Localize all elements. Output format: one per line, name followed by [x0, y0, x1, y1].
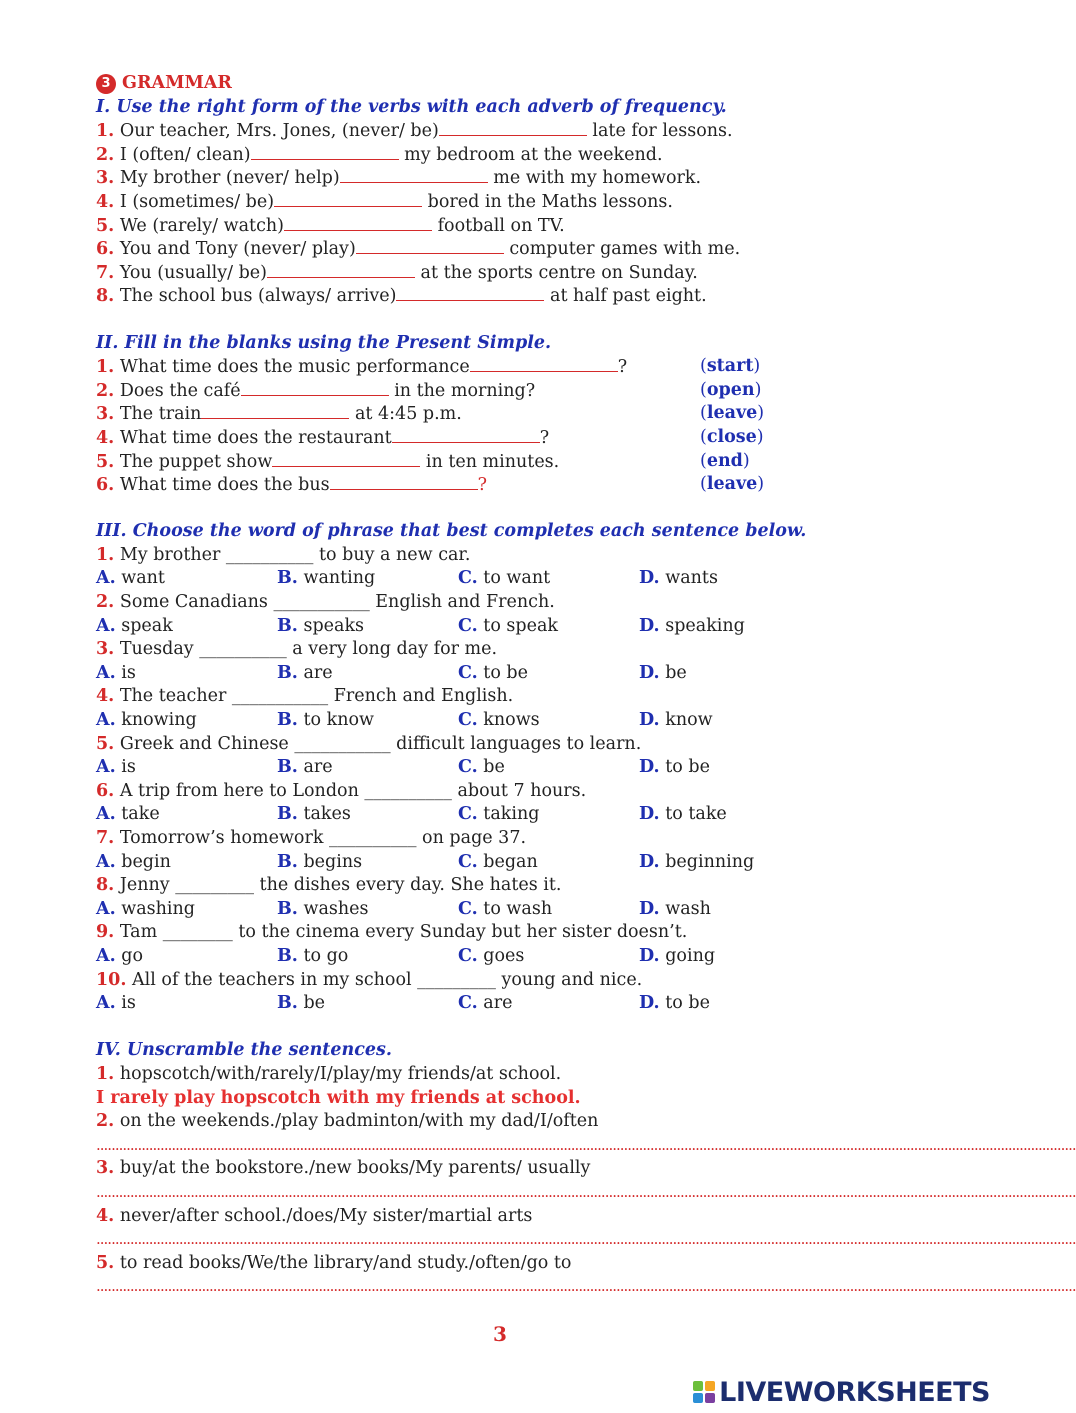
- option-text: washes: [303, 898, 369, 919]
- option-letter: D.: [639, 615, 660, 636]
- option-letter: B.: [277, 804, 298, 825]
- answer-options: [96, 898, 896, 922]
- answer-blank[interactable]: [439, 119, 587, 136]
- option-text: go: [121, 945, 143, 966]
- answer-option[interactable]: [458, 945, 639, 969]
- option-text: going: [665, 945, 716, 966]
- answer-option[interactable]: [96, 945, 277, 969]
- option-letter: B.: [277, 757, 298, 778]
- unscramble-item: [96, 1252, 896, 1276]
- answer-options: [96, 615, 896, 639]
- verb-hint: [700, 473, 764, 497]
- option-text: are: [303, 662, 333, 683]
- item-prompt: We (rarely/ watch): [119, 215, 284, 236]
- item-number: 1.: [96, 1063, 115, 1084]
- option-letter: A.: [96, 757, 116, 778]
- answer-dotted-line[interactable]: ....................................................................................................................................................................................................................................................................: [96, 1277, 1076, 1296]
- option-text: to be: [483, 662, 528, 683]
- option-letter: D.: [639, 804, 660, 825]
- exercise-1-item: [96, 261, 896, 285]
- unscramble-item: [96, 1063, 896, 1087]
- answer-blank[interactable]: [396, 284, 544, 301]
- item-prompt: My brother (never/ help): [119, 168, 340, 189]
- section-2-title: II. Fill in the blanks using the Present Simple.: [96, 332, 552, 353]
- answer-option[interactable]: [639, 851, 820, 875]
- option-text: wants: [665, 568, 718, 589]
- option-text: beginning: [665, 851, 755, 872]
- option-letter: C.: [458, 615, 478, 636]
- option-letter: B.: [277, 993, 298, 1014]
- answer-option[interactable]: [639, 662, 820, 686]
- option-letter: C.: [458, 568, 478, 589]
- hint-paren-open: (: [700, 450, 707, 471]
- option-letter: D.: [639, 945, 660, 966]
- item-number: 2.: [96, 144, 115, 165]
- question-text: Tam ________ to the cinema every Sunday but her sister doesn’t.: [119, 922, 688, 943]
- item-prompt: Does the café: [119, 380, 241, 401]
- hint-paren-open: (: [700, 379, 707, 400]
- hint-paren-close: ): [754, 379, 762, 400]
- answer-option[interactable]: [96, 803, 277, 827]
- item-number: 4.: [96, 1205, 115, 1226]
- answer-option[interactable]: [96, 615, 277, 639]
- hint-paren-close: ): [756, 426, 764, 447]
- hint-paren-close: ): [742, 450, 750, 471]
- answer-options: [96, 945, 896, 969]
- scrambled-words: on the weekends./play badminton/with my dad/I/often: [119, 1111, 599, 1132]
- grammar-header: [96, 72, 896, 96]
- question-line: [96, 638, 896, 662]
- option-text: to speak: [483, 615, 559, 636]
- question-text: Greek and Chinese ___________ difficult languages to learn.: [119, 733, 642, 754]
- item-prompt: Our teacher, Mrs. Jones, (never/ be): [119, 121, 439, 142]
- answer-options: [96, 709, 896, 733]
- answer-option[interactable]: [277, 898, 458, 922]
- item-number: 3.: [96, 404, 115, 425]
- hint-paren-close: ): [757, 403, 765, 424]
- option-letter: C.: [458, 993, 478, 1014]
- option-letter: D.: [639, 662, 660, 683]
- example-answer: I rarely play hopscotch with my friends at school.: [96, 1087, 581, 1108]
- option-text: know: [665, 710, 713, 731]
- item-number: 8.: [96, 286, 115, 307]
- question-text: A trip from here to London __________ about 7 hours.: [119, 780, 587, 801]
- option-letter: C.: [458, 757, 478, 778]
- answer-blank[interactable]: [241, 379, 389, 396]
- answer-option[interactable]: [639, 992, 820, 1016]
- item-prompt: What time does the bus: [119, 475, 330, 496]
- item-continuation: me with my homework.: [493, 168, 702, 189]
- answer-blank[interactable]: [330, 473, 478, 490]
- option-text: to be: [665, 757, 710, 778]
- item-number: 2.: [96, 380, 115, 401]
- question-text: Some Canadians ___________ English and French.: [119, 592, 555, 613]
- item-number: 6.: [96, 239, 115, 260]
- option-text: to be: [665, 993, 710, 1014]
- question-number: 1.: [96, 544, 115, 565]
- exercise-1-item: [96, 284, 896, 308]
- option-letter: A.: [96, 710, 116, 731]
- option-text: be: [665, 662, 687, 683]
- item-continuation: in the morning?: [394, 380, 536, 401]
- item-continuation: football on TV.: [437, 215, 565, 236]
- item-prompt: What time does the restaurant: [119, 427, 392, 448]
- option-text: is: [121, 757, 136, 778]
- item-continuation: in ten minutes.: [425, 451, 560, 472]
- option-text: to want: [483, 568, 551, 589]
- item-continuation: computer games with me.: [509, 239, 741, 260]
- option-text: speaking: [665, 615, 745, 636]
- answer-blank[interactable]: [251, 143, 399, 160]
- answer-option[interactable]: [458, 992, 639, 1016]
- option-letter: B.: [277, 662, 298, 683]
- exercise-2-item: [96, 402, 896, 426]
- option-text: wanting: [303, 568, 376, 589]
- hint-verb: end: [706, 450, 743, 471]
- option-text: speaks: [303, 615, 365, 636]
- answer-blank[interactable]: [356, 237, 504, 254]
- scrambled-words: never/after school./does/My sister/martial arts: [119, 1205, 533, 1226]
- question-number: 4.: [96, 686, 115, 707]
- option-letter: B.: [277, 945, 298, 966]
- item-number: 4.: [96, 191, 115, 212]
- item-number: 5.: [96, 1252, 115, 1273]
- answer-option[interactable]: [458, 756, 639, 780]
- page-number: 3: [493, 1322, 507, 1346]
- option-letter: C.: [458, 662, 478, 683]
- item-continuation: at the sports centre on Sunday.: [420, 262, 698, 283]
- hint-verb: start: [706, 356, 754, 377]
- question-number: 3.: [96, 639, 115, 660]
- answer-option[interactable]: [639, 567, 820, 591]
- question-number: 6.: [96, 780, 115, 801]
- answer-option[interactable]: [458, 567, 639, 591]
- option-text: to go: [303, 945, 349, 966]
- exercise-2-item: [96, 355, 896, 379]
- item-prompt: I (sometimes/ be): [119, 191, 275, 212]
- liveworksheets-logo-icon: [693, 1381, 715, 1403]
- hint-paren-open: (: [700, 426, 707, 447]
- answer-option[interactable]: [96, 851, 277, 875]
- verb-hint: [700, 450, 750, 474]
- answer-option[interactable]: [277, 709, 458, 733]
- option-text: knowing: [121, 710, 197, 731]
- unscramble-item: [96, 1110, 896, 1134]
- option-letter: D.: [639, 993, 660, 1014]
- scrambled-words: hopscotch/with/rarely/I/play/my friends/at school.: [119, 1063, 562, 1084]
- item-prompt: You (usually/ be): [119, 262, 267, 283]
- hint-paren-open: (: [700, 474, 707, 495]
- answer-option[interactable]: [96, 756, 277, 780]
- answer-option[interactable]: [277, 662, 458, 686]
- verb-hint: [700, 426, 764, 450]
- option-letter: D.: [639, 568, 660, 589]
- option-text: be: [303, 993, 326, 1014]
- option-text: goes: [483, 945, 525, 966]
- question-number: 9.: [96, 922, 115, 943]
- verb-hint: [700, 402, 764, 426]
- answer-options: [96, 756, 896, 780]
- item-number: 1.: [96, 357, 115, 378]
- item-number: 1.: [96, 121, 115, 142]
- option-letter: B.: [277, 851, 298, 872]
- hint-verb: leave: [706, 474, 758, 495]
- exercise-1-item: [96, 190, 896, 214]
- answer-options: [96, 662, 896, 686]
- answer-option[interactable]: [277, 851, 458, 875]
- answer-dotted-line[interactable]: ....................................................................................................................................................................................................................................................................: [96, 1135, 1076, 1154]
- answer-blank[interactable]: [267, 261, 415, 278]
- question-number: 2.: [96, 592, 115, 613]
- question-text: My brother __________ to buy a new car.: [119, 544, 471, 565]
- question-text: Jenny _________ the dishes every day. She hates it.: [119, 875, 562, 896]
- answer-option[interactable]: [458, 615, 639, 639]
- answer-option[interactable]: [639, 756, 820, 780]
- option-text: to wash: [483, 898, 553, 919]
- answer-option[interactable]: [96, 567, 277, 591]
- answer-blank[interactable]: [272, 450, 420, 467]
- option-text: began: [483, 851, 538, 872]
- exercise-1-item: [96, 119, 896, 143]
- option-letter: C.: [458, 851, 478, 872]
- item-number: 6.: [96, 475, 115, 496]
- answer-option[interactable]: [639, 615, 820, 639]
- answer-option[interactable]: [96, 992, 277, 1016]
- answer-options: [96, 992, 896, 1016]
- item-continuation: ?: [539, 427, 550, 448]
- option-letter: D.: [639, 710, 660, 731]
- option-text: take: [121, 804, 160, 825]
- question-line: [96, 874, 896, 898]
- item-continuation: my bedroom at the weekend.: [404, 144, 663, 165]
- grammar-title: GRAMMAR: [122, 73, 232, 93]
- liveworksheets-watermark: [693, 1376, 990, 1408]
- exercise-1-item: [96, 237, 896, 261]
- exercise-2-item: [96, 379, 896, 403]
- option-letter: A.: [96, 993, 116, 1014]
- option-letter: A.: [96, 615, 116, 636]
- answer-option[interactable]: [277, 992, 458, 1016]
- option-text: takes: [303, 804, 351, 825]
- item-prompt: The train: [119, 404, 202, 425]
- item-continuation: late for lessons.: [592, 121, 733, 142]
- question-line: [96, 544, 896, 568]
- option-letter: D.: [639, 898, 660, 919]
- option-letter: A.: [96, 568, 116, 589]
- question-line: [96, 827, 896, 851]
- item-continuation: bored in the Maths lessons.: [427, 191, 673, 212]
- option-letter: C.: [458, 710, 478, 731]
- question-text: Tuesday __________ a very long day for me.: [119, 639, 498, 660]
- section-3-title: III. Choose the word of phrase that best completes each sentence below.: [96, 521, 807, 542]
- question-line: [96, 685, 896, 709]
- option-letter: C.: [458, 945, 478, 966]
- answer-blank[interactable]: [274, 190, 422, 207]
- option-text: are: [483, 993, 513, 1014]
- worksheet: [96, 72, 1076, 1299]
- hint-paren-open: (: [700, 403, 707, 424]
- answer-option[interactable]: [277, 756, 458, 780]
- answer-option[interactable]: [639, 898, 820, 922]
- item-continuation: at half past eight.: [550, 286, 707, 307]
- item-number: 3.: [96, 168, 115, 189]
- answer-options: [96, 567, 896, 591]
- answer-option[interactable]: [458, 851, 639, 875]
- option-text: speak: [121, 615, 173, 636]
- answer-option[interactable]: [639, 709, 820, 733]
- question-line: [96, 733, 896, 757]
- option-text: to know: [303, 710, 374, 731]
- scrambled-words: to read books/We/the library/and study./often/go to: [119, 1252, 572, 1273]
- option-letter: A.: [96, 662, 116, 683]
- option-text: taking: [483, 804, 540, 825]
- option-text: is: [121, 993, 136, 1014]
- option-text: washing: [121, 898, 195, 919]
- option-letter: B.: [277, 898, 298, 919]
- option-text: want: [121, 568, 165, 589]
- option-letter: D.: [639, 757, 660, 778]
- answer-options: [96, 851, 896, 875]
- hint-paren-open: (: [700, 356, 707, 377]
- section-3-questions: [96, 544, 896, 1016]
- option-letter: A.: [96, 851, 116, 872]
- exercise-2-item: [96, 450, 896, 474]
- question-number: 5.: [96, 733, 115, 754]
- exercise-1-item: [96, 143, 896, 167]
- item-number: 3.: [96, 1158, 115, 1179]
- answer-options: [96, 803, 896, 827]
- answer-blank[interactable]: [470, 355, 618, 372]
- option-text: to take: [665, 804, 727, 825]
- answer-option[interactable]: [277, 945, 458, 969]
- answer-blank[interactable]: [201, 402, 349, 419]
- exercise-1-item: [96, 214, 896, 238]
- answer-option[interactable]: [458, 662, 639, 686]
- question-line: [96, 780, 896, 804]
- option-letter: B.: [277, 615, 298, 636]
- hint-paren-close: ): [753, 356, 761, 377]
- item-continuation: ?: [617, 357, 628, 378]
- section-4-title: IV. Unscramble the sentences.: [96, 1040, 392, 1061]
- option-text: wash: [665, 898, 711, 919]
- exercise-2-item: [96, 426, 896, 450]
- item-number: 5.: [96, 215, 115, 236]
- item-prompt: I (often/ clean): [119, 144, 251, 165]
- item-prompt: The puppet show: [119, 451, 273, 472]
- section-4-items: [96, 1063, 1076, 1299]
- question-text: All of the teachers in my school _________ young and nice.: [132, 969, 643, 990]
- question-line: [96, 921, 896, 945]
- answer-option[interactable]: [277, 567, 458, 591]
- item-number: 7.: [96, 262, 115, 283]
- item-continuation: at 4:45 p.m.: [355, 404, 462, 425]
- answer-blank[interactable]: [392, 426, 540, 443]
- exercise-2-item: [96, 473, 896, 497]
- option-letter: A.: [96, 898, 116, 919]
- unscramble-item: [96, 1205, 896, 1229]
- hint-verb: close: [706, 426, 757, 447]
- answer-option[interactable]: [277, 615, 458, 639]
- section-2-items: [96, 355, 896, 497]
- item-number: 2.: [96, 1111, 115, 1132]
- option-text: knows: [483, 710, 540, 731]
- hint-paren-close: ): [757, 474, 765, 495]
- answer-option[interactable]: [458, 803, 639, 827]
- answer-dotted-line[interactable]: ....................................................................................................................................................................................................................................................................: [96, 1182, 1076, 1201]
- question-line: [96, 591, 896, 615]
- answer-option[interactable]: [96, 662, 277, 686]
- item-prompt: What time does the music performance: [119, 357, 470, 378]
- option-text: be: [483, 757, 505, 778]
- item-prompt: The school bus (always/ arrive): [119, 286, 397, 307]
- question-number: 7.: [96, 828, 115, 848]
- hint-verb: leave: [706, 403, 758, 424]
- section-1-title: I. Use the right form of the verbs with each adverb of frequency.: [96, 96, 727, 117]
- option-letter: D.: [639, 851, 660, 872]
- question-line: [96, 969, 896, 993]
- answer-option[interactable]: [277, 803, 458, 827]
- answer-option[interactable]: [96, 898, 277, 922]
- question-text: Tomorrow’s homework __________ on page 37.: [119, 828, 527, 848]
- unscramble-item: [96, 1157, 896, 1181]
- verb-hint: [700, 355, 760, 379]
- answer-option[interactable]: [639, 803, 820, 827]
- question-number: 8.: [96, 875, 115, 896]
- question-text: The teacher ___________ French and English.: [119, 686, 514, 707]
- answer-blank[interactable]: [284, 214, 432, 231]
- option-letter: A.: [96, 804, 116, 825]
- option-letter: B.: [277, 568, 298, 589]
- option-letter: C.: [458, 804, 478, 825]
- item-number: 4.: [96, 427, 115, 448]
- scrambled-words: buy/at the bookstore./new books/My parents/ usually: [119, 1158, 591, 1179]
- exercise-1-item: [96, 166, 896, 190]
- option-text: begins: [303, 851, 363, 872]
- option-text: are: [303, 757, 333, 778]
- answer-blank[interactable]: [340, 166, 488, 183]
- verb-hint: [700, 379, 761, 403]
- option-text: begin: [121, 851, 171, 872]
- answer-option[interactable]: [639, 945, 820, 969]
- section-number-badge: 3: [96, 74, 116, 94]
- answer-option[interactable]: [458, 709, 639, 733]
- option-text: is: [121, 662, 136, 683]
- item-continuation: ?: [477, 475, 487, 496]
- watermark-text: LIVEWORKSHEETS: [719, 1376, 990, 1408]
- question-number: 10.: [96, 969, 127, 990]
- option-letter: A.: [96, 945, 116, 966]
- option-letter: C.: [458, 898, 478, 919]
- hint-verb: open: [706, 379, 755, 400]
- answer-dotted-line[interactable]: ....................................................................................................................................................................................................................................................................: [96, 1230, 1076, 1249]
- answer-option[interactable]: [458, 898, 639, 922]
- answer-option[interactable]: [96, 709, 277, 733]
- item-number: 5.: [96, 451, 115, 472]
- item-prompt: You and Tony (never/ play): [119, 239, 356, 260]
- section-1-items: [96, 119, 896, 308]
- option-letter: B.: [277, 710, 298, 731]
